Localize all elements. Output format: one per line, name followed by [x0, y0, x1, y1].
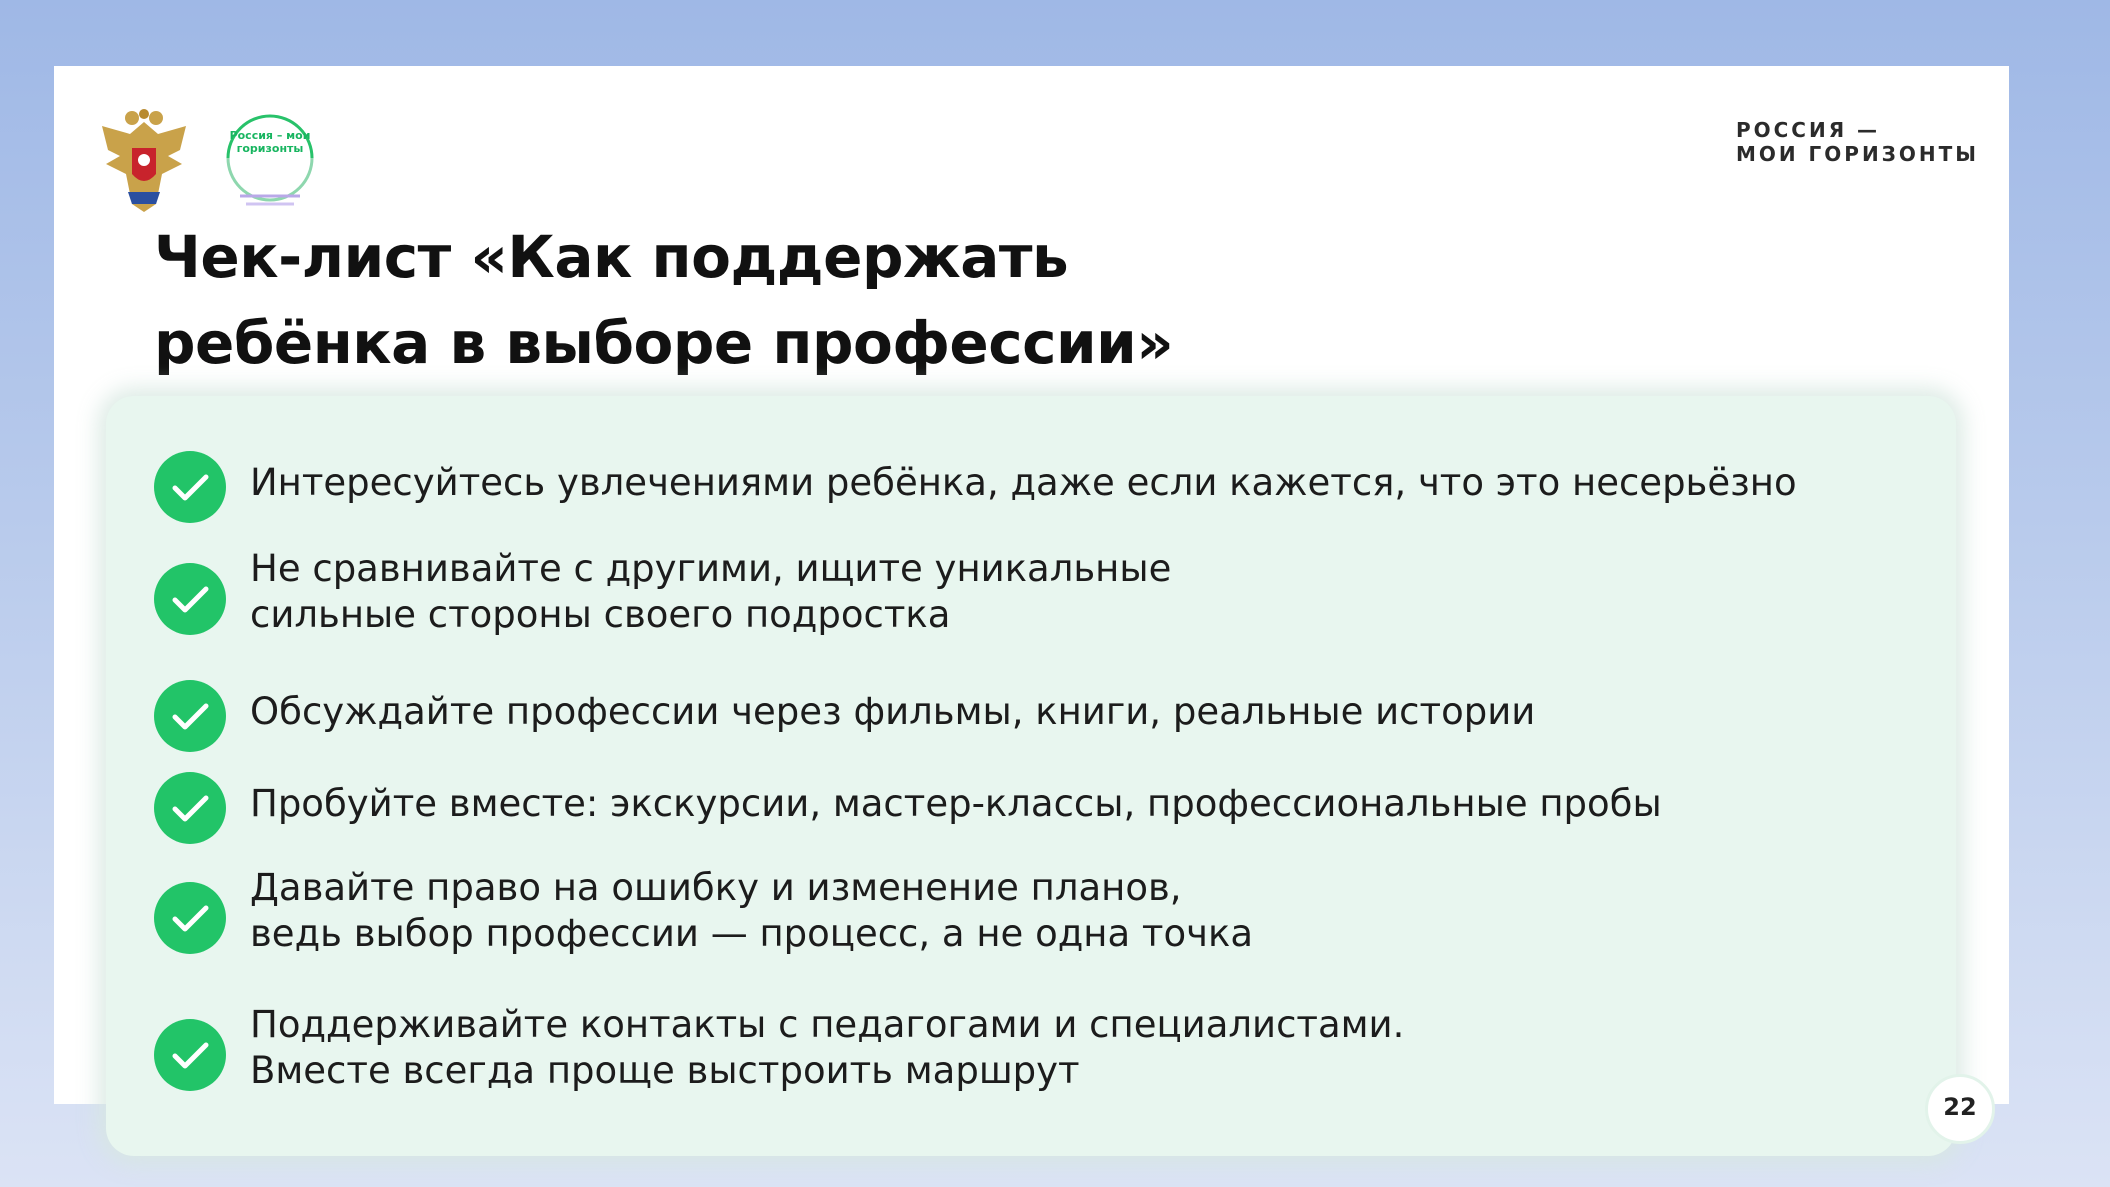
checklist-item-text	[250, 546, 1171, 638]
checklist-item	[154, 546, 1934, 646]
russia-my-horizons-logo-icon	[220, 96, 320, 216]
checklist-item-text	[250, 460, 1797, 506]
title-line-1: Чек-лист «Как поддержать	[154, 223, 1069, 291]
brand-line-2: МОИ ГОРИЗОНТЫ	[1735, 142, 1979, 166]
checklist-item-text	[250, 865, 1253, 957]
brand-line-1: РОССИЯ —	[1735, 118, 1881, 142]
brand-wordmark	[1736, 118, 1979, 166]
checklist-item-line-2: ведь выбор профессии — процесс, а не одна точка	[250, 912, 1253, 955]
checklist-item	[154, 441, 1934, 541]
check-circle-icon	[154, 680, 226, 752]
presentation-slide	[54, 66, 2009, 1121]
check-circle-icon	[154, 1019, 226, 1091]
title-line-2: ребёнка в выборе профессии»	[154, 309, 1174, 377]
checklist-item-line-1: Давайте право на ошибку и изменение планов,	[250, 866, 1182, 909]
checklist-item	[154, 670, 1934, 770]
checklist-item-line-1: Пробуйте вместе: экскурсии, мастер-классы, профессиональные пробы	[250, 782, 1662, 825]
checklist-item-text	[250, 781, 1662, 827]
check-circle-icon	[154, 772, 226, 844]
checklist-item-line-1: Поддерживайте контакты с педагогами и специалистами.	[250, 1003, 1405, 1046]
check-circle-icon	[154, 451, 226, 523]
checklist-item-line-1: Не сравнивайте с другими, ищите уникальные	[250, 547, 1172, 590]
checklist-item-text	[250, 689, 1535, 735]
checklist-item-line-2: Вместе всегда проще выстроить маршрут	[250, 1049, 1080, 1092]
checklist-item	[154, 1002, 1934, 1102]
slide-title	[154, 214, 1654, 386]
checklist-item-text	[250, 1002, 1404, 1094]
checklist-item-line-2: сильные стороны своего подростка	[250, 593, 951, 636]
checklist-item-line-1: Интересуйтесь увлечениями ребёнка, даже если кажется, что это несерьёзно	[250, 461, 1797, 504]
check-circle-icon	[154, 563, 226, 635]
page-number-badge: 22	[1925, 1074, 1995, 1144]
logo-badge-text: Россия – мои горизонты	[229, 129, 311, 155]
coat-of-arms-emblem-icon	[98, 108, 190, 214]
check-circle-icon	[154, 882, 226, 954]
checklist-item	[154, 762, 1934, 862]
checklist-item	[154, 865, 1934, 965]
checklist-item-line-1: Обсуждайте профессии через фильмы, книги, реальные истории	[250, 690, 1536, 733]
